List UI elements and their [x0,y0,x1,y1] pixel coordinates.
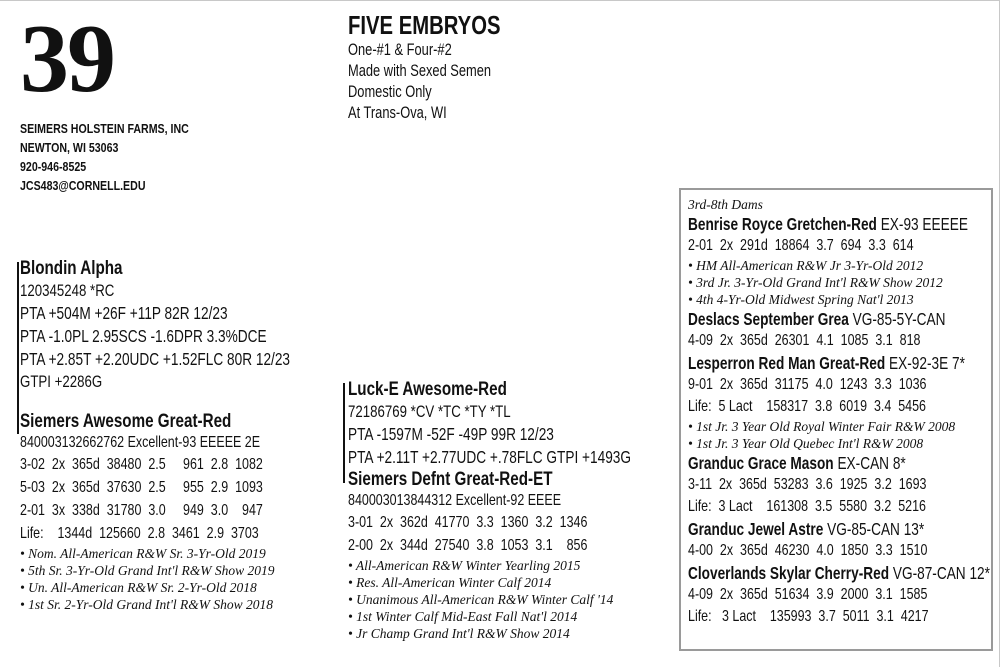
dams-box-label: 3rd-8th Dams [688,197,763,212]
dam-entry-title: Granduc Grace Mason [688,453,834,473]
offer-line: At Trans-Ova, WI [348,104,447,122]
offer-line: One-#1 & Four-#2 [348,41,452,59]
dam-entry-record: Life: 3 Lact 135993 3.7 5011 3.1 4217 [688,608,929,625]
dam-entry-classification: VG-85-CAN 13* [827,519,925,539]
mgs-line: PTA +2.11T +2.77UDC +.78FLC GTPI +1493G [348,447,632,467]
mgd-id-line: 840003013844312 Excellent-92 EEEE [348,492,562,509]
offer-line: Domestic Only [348,83,432,101]
dam-id-line: 840003132662762 Excellent-93 EEEEE 2E [20,434,261,451]
dam-entry-title: Lesperron Red Man Great-Red [688,353,886,373]
dam-entry-record: 4-09 2x 365d 26301 4.1 1085 3.1 818 [688,332,921,349]
dams-box [679,188,993,651]
dam-record: Life: 1344d 125660 2.8 3461 2.9 3703 [20,525,259,542]
dam-entry-title: Granduc Jewel Astre [688,519,824,539]
consignor-info [20,120,219,196]
dam-entry-record: Life: 5 Lact 158317 3.8 6019 3.4 5456 [688,398,926,415]
dam-honor: • Un. All-American R&W Sr. 2-Yr-Old 2018 [20,580,257,595]
dam-honor: • 5th Sr. 3-Yr-Old Grand Int'l R&W Show 2019 [20,563,275,578]
pedigree-connector [17,412,19,434]
dams-list [688,196,1000,628]
dam-entry-record: Life: 3 Lact 161308 3.5 5580 3.2 5216 [688,498,926,515]
sire-line: GTPI +2286G [20,372,103,391]
sire-line: PTA +504M +26F +11P 82R 12/23 [20,303,228,323]
dam-block [20,410,331,613]
sire-line: 120345248 *RC [20,281,115,300]
pedigree-connector [343,383,345,483]
mgd-block [348,468,655,642]
dam-entry-title: Deslacs September Grea [688,309,849,329]
mgd-honor: • Unanimous All-American R&W Winter Calf '14 [348,592,614,607]
dam-entry-honor: • HM All-American R&W Jr 3-Yr-Old 2012 [688,258,924,273]
dam-honor: • Nom. All-American R&W Sr. 3-Yr-Old 2019 [20,546,266,561]
offer-lines [348,40,544,124]
mgd-record: 3-01 2x 362d 41770 3.3 1360 3.2 1346 [348,514,588,531]
consignor-city: NEWTON, WI 53063 [20,141,119,155]
offer-title: FIVE EMBRYOS [348,10,501,40]
dam-entry-title: Benrise Royce Gretchen-Red [688,214,877,234]
mgd-name: Siemers Defnt Great-Red-ET [348,468,553,490]
dam-record: 5-03 2x 365d 37630 2.5 955 2.9 1093 [20,479,263,496]
dam-entry-honor: • 3rd Jr. 3-Yr-Old Grand Int'l R&W Show 2012 [688,275,943,290]
dam-entry-record: 4-09 2x 365d 51634 3.9 2000 3.1 1585 [688,586,928,603]
dam-entry-record: 2-01 2x 291d 18864 3.7 694 3.3 614 [688,237,914,254]
dam-entry-honor: • 4th 4-Yr-Old Midwest Spring Nat'l 2013 [688,292,914,307]
dam-entry-classification: VG-87-CAN 12* [892,563,990,583]
mgd-record: 2-00 2x 344d 27540 3.8 1053 3.1 856 [348,537,588,554]
lot-number: 39 [20,5,114,113]
dam-entry-classification: EX-CAN 8* [837,453,906,473]
dam-entry-name [688,213,990,235]
consignor-email: JCS483@CORNELL.EDU [20,179,146,193]
dam-honor: • 1st Sr. 2-Yr-Old Grand Int'l R&W Show 2018 [20,597,273,612]
dam-entry-classification: EX-93 EEEEE [880,214,968,234]
dam-entry-name [688,562,990,584]
dam-record: 3-02 2x 365d 38480 2.5 961 2.8 1082 [20,456,263,473]
dam-entry-honor: • 1st Jr. 3 Year Old Quebec Int'l R&W 2008 [688,436,924,451]
offer-line: Made with Sexed Semen [348,62,492,80]
consignor-farm: SEIMERS HOLSTEIN FARMS, INC [20,122,189,136]
pedigree-connector [17,262,19,426]
sire-line: PTA +2.85T +2.20UDC +1.52FLC 80R 12/23 [20,349,291,369]
dam-entry-record: 3-11 2x 365d 53283 3.6 1925 3.2 1693 [688,476,927,493]
dam-entry-name [688,352,990,374]
sire-block [20,257,366,393]
mgd-honor: • 1st Winter Calf Mid-East Fall Nat'l 2014 [348,609,578,624]
dam-entry-name [688,518,990,540]
dam-entry-honor: • 1st Jr. 3 Year Old Royal Winter Fair R&W 2008 [688,419,956,434]
mgs-block [348,378,711,469]
mgd-honor: • All-American R&W Winter Yearling 2015 [348,558,581,573]
offer-block [348,10,544,124]
dam-name: Siemers Awesome Great-Red [20,410,232,432]
dam-entry-title: Cloverlands Skylar Cherry-Red [688,563,890,583]
mgs-line: PTA -1597M -52F -49P 99R 12/23 [348,424,554,444]
mgs-line: 72186769 *CV *TC *TY *TL [348,402,511,421]
sire-name: Blondin Alpha [20,257,123,279]
dam-entry-name [688,452,990,474]
dam-entry-record: 4-00 2x 365d 46230 4.0 1850 3.3 1510 [688,542,928,559]
sire-line: PTA -1.0PL 2.95SCS -1.6DPR 3.3%DCE [20,326,267,346]
mgd-honor: • Jr Champ Grand Int'l R&W Show 2014 [348,626,570,641]
dam-entry-name [688,308,990,330]
consignor-phone: 920-946-8525 [20,160,87,174]
dam-record: 2-01 3x 338d 31780 3.0 949 3.0 947 [20,502,263,519]
mgs-name: Luck-E Awesome-Red [348,378,507,400]
dam-entry-record: 9-01 2x 365d 31175 4.0 1243 3.3 1036 [688,376,927,393]
mgd-honor: • Res. All-American Winter Calf 2014 [348,575,552,590]
dam-entry-classification: VG-85-5Y-CAN [852,309,946,329]
dam-entry-classification: EX-92-3E 7* [889,353,965,373]
